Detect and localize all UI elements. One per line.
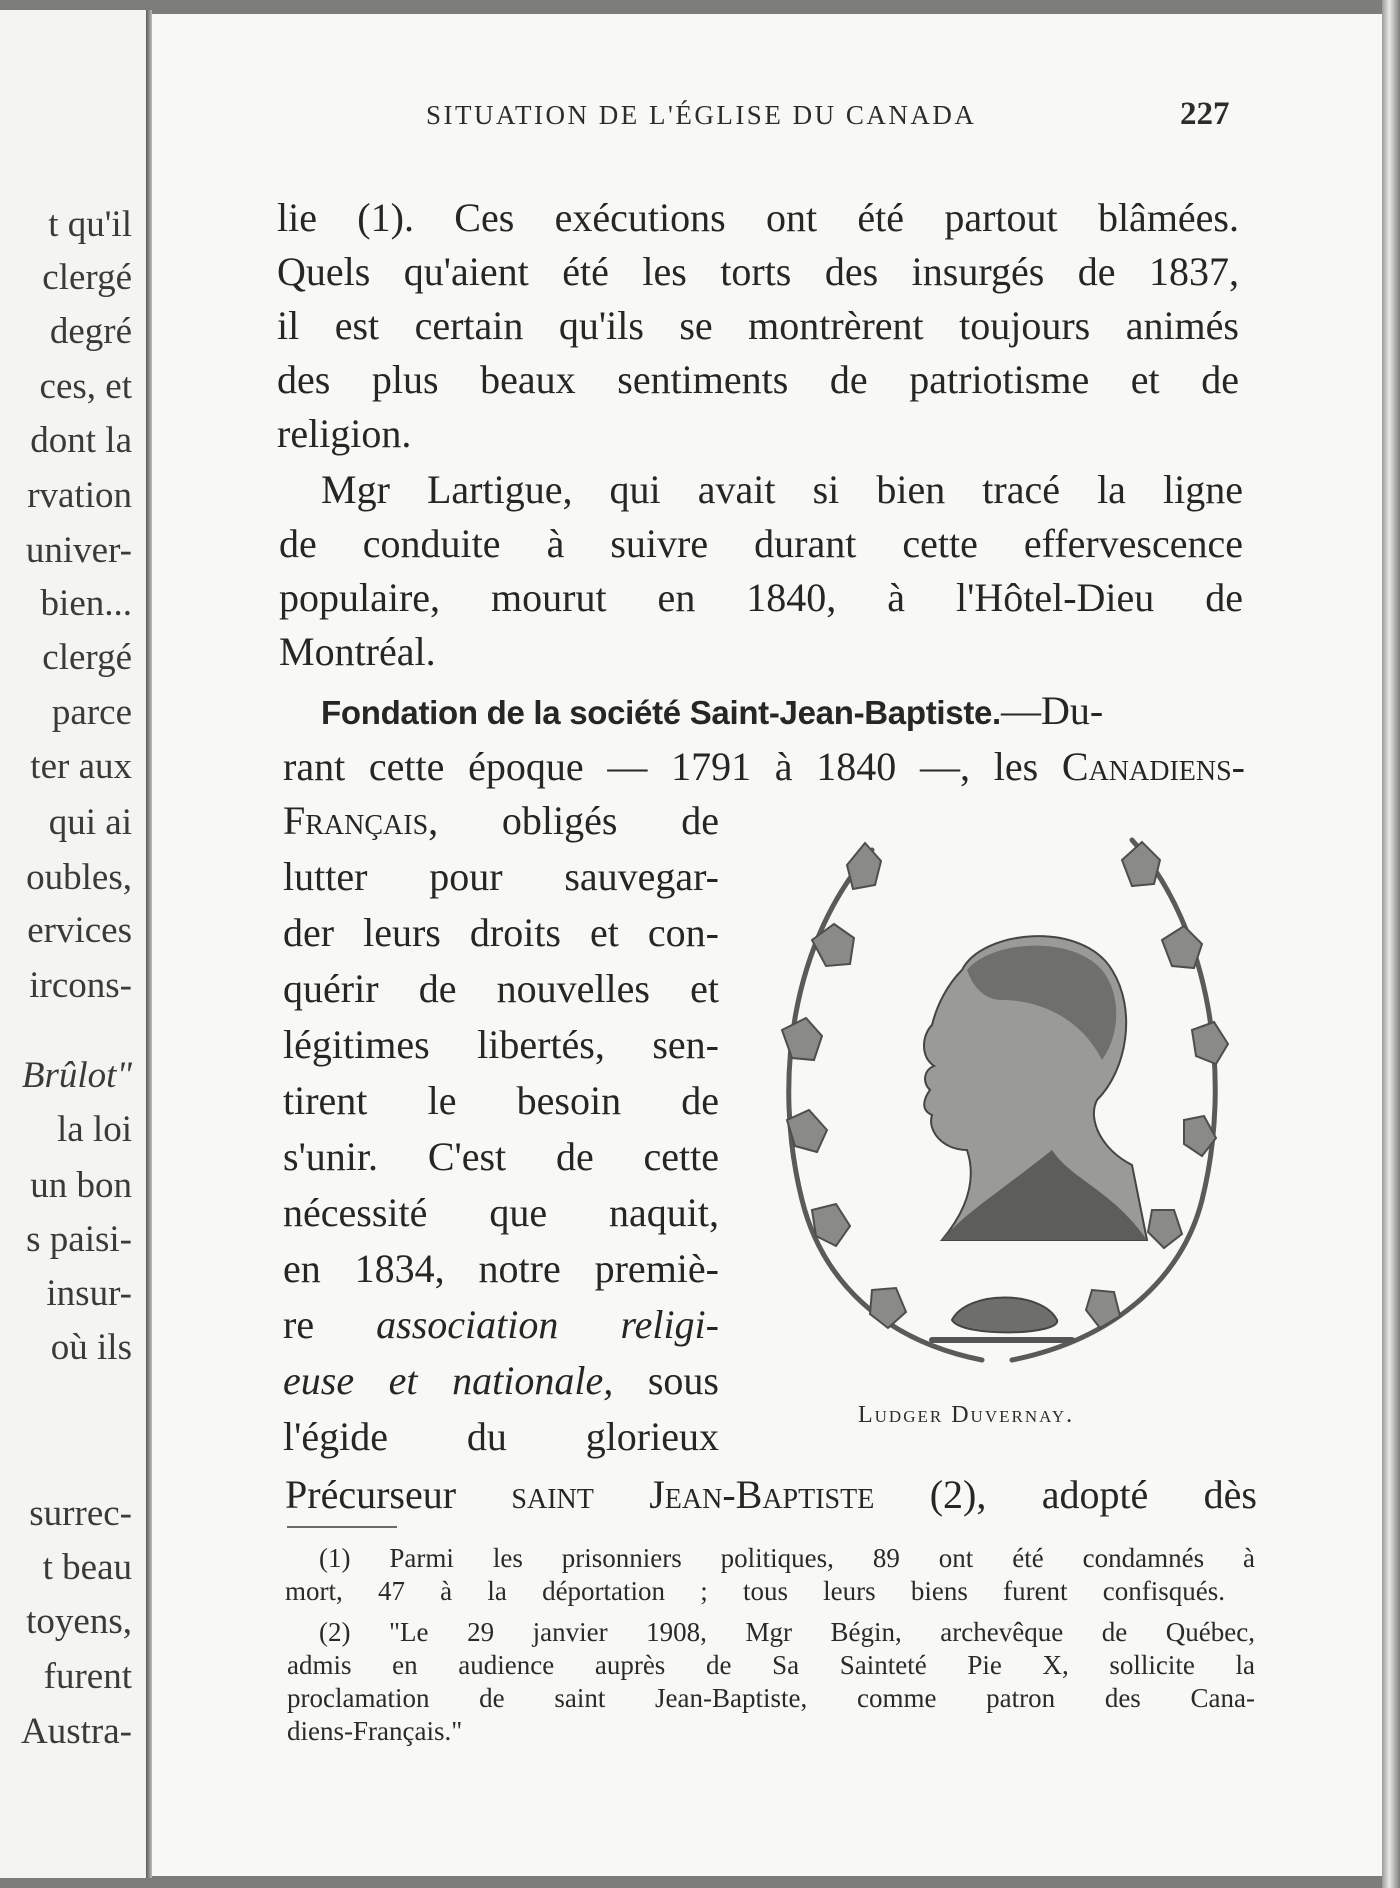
footnote-line: proclamation de saint Jean-Baptiste, comme patron des Cana-: [287, 1683, 1255, 1713]
facing-page-line: surrec-: [29, 1493, 132, 1534]
facing-page-line: rvation: [27, 475, 132, 516]
text-line: [283, 1300, 719, 1350]
facing-page-line: clergé: [42, 257, 132, 298]
facing-page-line: univer-: [25, 530, 132, 571]
portrait-illustration: [752, 820, 1248, 1380]
text-run: —Du-: [1000, 688, 1104, 733]
text-line: s'unir. C'est de cette: [283, 1134, 719, 1179]
text-line: il est certain qu'ils se montrèrent toujours animés: [277, 303, 1239, 348]
facing-page-line: ces, et: [39, 366, 132, 407]
facing-page-line: clergé: [42, 637, 132, 678]
text-run-smallcaps: Français: [283, 798, 429, 843]
text-run-smallcaps: saint Jean-Baptiste: [511, 1472, 875, 1517]
text-run: sous: [613, 1358, 719, 1403]
text-line: l'égide du glorieux: [283, 1414, 719, 1459]
text-line: der leurs droits et con-: [283, 910, 719, 955]
facing-page-line: un bon: [30, 1165, 132, 1206]
text-line: Montréal.: [279, 629, 436, 674]
facing-page-line: s paisi-: [26, 1219, 132, 1260]
facing-page-line: insur-: [46, 1273, 132, 1314]
text-line: religion.: [277, 411, 412, 456]
text-line: populaire, mourut en 1840, à l'Hôtel-Dieu de: [279, 575, 1243, 620]
portrait-engraving: [752, 820, 1248, 1380]
facing-page-line: ircons-: [29, 965, 132, 1006]
footnote-line: admis en audience auprès de Sa Sainteté Pie X, sollicite la: [287, 1650, 1255, 1680]
text-line: [283, 796, 719, 846]
text-line: légitimes libertés, sen-: [283, 1022, 719, 1067]
facing-page-line: t beau: [42, 1547, 132, 1588]
footnote-rule: [287, 1526, 397, 1528]
italic-run: euse et nationale,: [283, 1358, 614, 1403]
text-line: de conduite à suivre durant cette effervescence: [279, 521, 1243, 566]
text-line: tirent le besoin de: [283, 1078, 719, 1123]
facing-page-line: oubles,: [26, 857, 132, 898]
text-run: , obligés de: [428, 798, 719, 843]
figure-caption: Ludger Duvernay.: [858, 1402, 1075, 1428]
facing-page-line: dont la: [30, 420, 132, 461]
facing-page-line: ervices: [27, 910, 132, 951]
text-run: (2), adopté dès: [874, 1472, 1257, 1517]
text-line: nécessité que naquit,: [283, 1190, 719, 1235]
footnote-line: (1) Parmi les prisonniers politiques, 89 ont été condamnés à: [319, 1543, 1255, 1573]
facing-page-line: parce: [51, 692, 132, 733]
text-line: lie (1). Ces exécutions ont été partout blâmées.: [277, 195, 1239, 240]
text-line: [285, 1470, 1257, 1520]
text-run: Précurseur: [285, 1472, 512, 1517]
facing-page-line: qui ai: [48, 802, 132, 843]
text-line: lutter pour sauvegar-: [283, 854, 719, 899]
facing-page-line: toyens,: [26, 1601, 132, 1642]
facing-page-line: la loi: [56, 1109, 132, 1150]
page-number: 227: [1180, 96, 1230, 132]
text-line: en 1834, notre premiè-: [283, 1246, 719, 1291]
text-line: [283, 1356, 719, 1406]
text-line: des plus beaux sentiments de patriotisme et de: [277, 357, 1239, 402]
facing-page: [0, 10, 148, 1878]
running-title: SITUATION DE L'ÉGLISE DU CANADA: [426, 100, 977, 130]
text-line: quérir de nouvelles et: [283, 966, 719, 1011]
text-run: rant cette époque — 1791 à 1840 —, les: [283, 744, 1062, 789]
facing-page-line: où ils: [50, 1327, 132, 1368]
section-heading: Fondation de la société Saint-Jean-Baptiste.: [321, 694, 1001, 731]
facing-page-line: Brûlot": [21, 1055, 132, 1096]
facing-page-line: degré: [49, 311, 132, 352]
footnote-line: mort, 47 à la déportation ; tous leurs biens furent confisqués.: [285, 1576, 1225, 1606]
facing-page-line: t qu'il: [48, 204, 132, 245]
italic-run: association religi-: [376, 1302, 719, 1347]
facing-page-line: ter aux: [30, 746, 132, 787]
page-edge: [1382, 0, 1400, 1888]
section-heading-line: [321, 686, 1103, 738]
text-line: Quels qu'aient été les torts des insurgés de 1837,: [277, 249, 1239, 294]
facing-page-line: bien...: [40, 583, 132, 624]
facing-page-line: Austra-: [21, 1711, 132, 1752]
text-line: [283, 742, 1245, 792]
text-run: re: [283, 1302, 377, 1347]
footnote-line: (2) "Le 29 janvier 1908, Mgr Bégin, archevêque de Québec,: [319, 1617, 1255, 1647]
text-run-smallcaps: Canadiens-: [1061, 744, 1245, 789]
facing-page-line: furent: [43, 1656, 132, 1697]
text-line: Mgr Lartigue, qui avait si bien tracé la ligne: [321, 467, 1243, 512]
footnote-line: diens-Français.": [287, 1716, 463, 1746]
